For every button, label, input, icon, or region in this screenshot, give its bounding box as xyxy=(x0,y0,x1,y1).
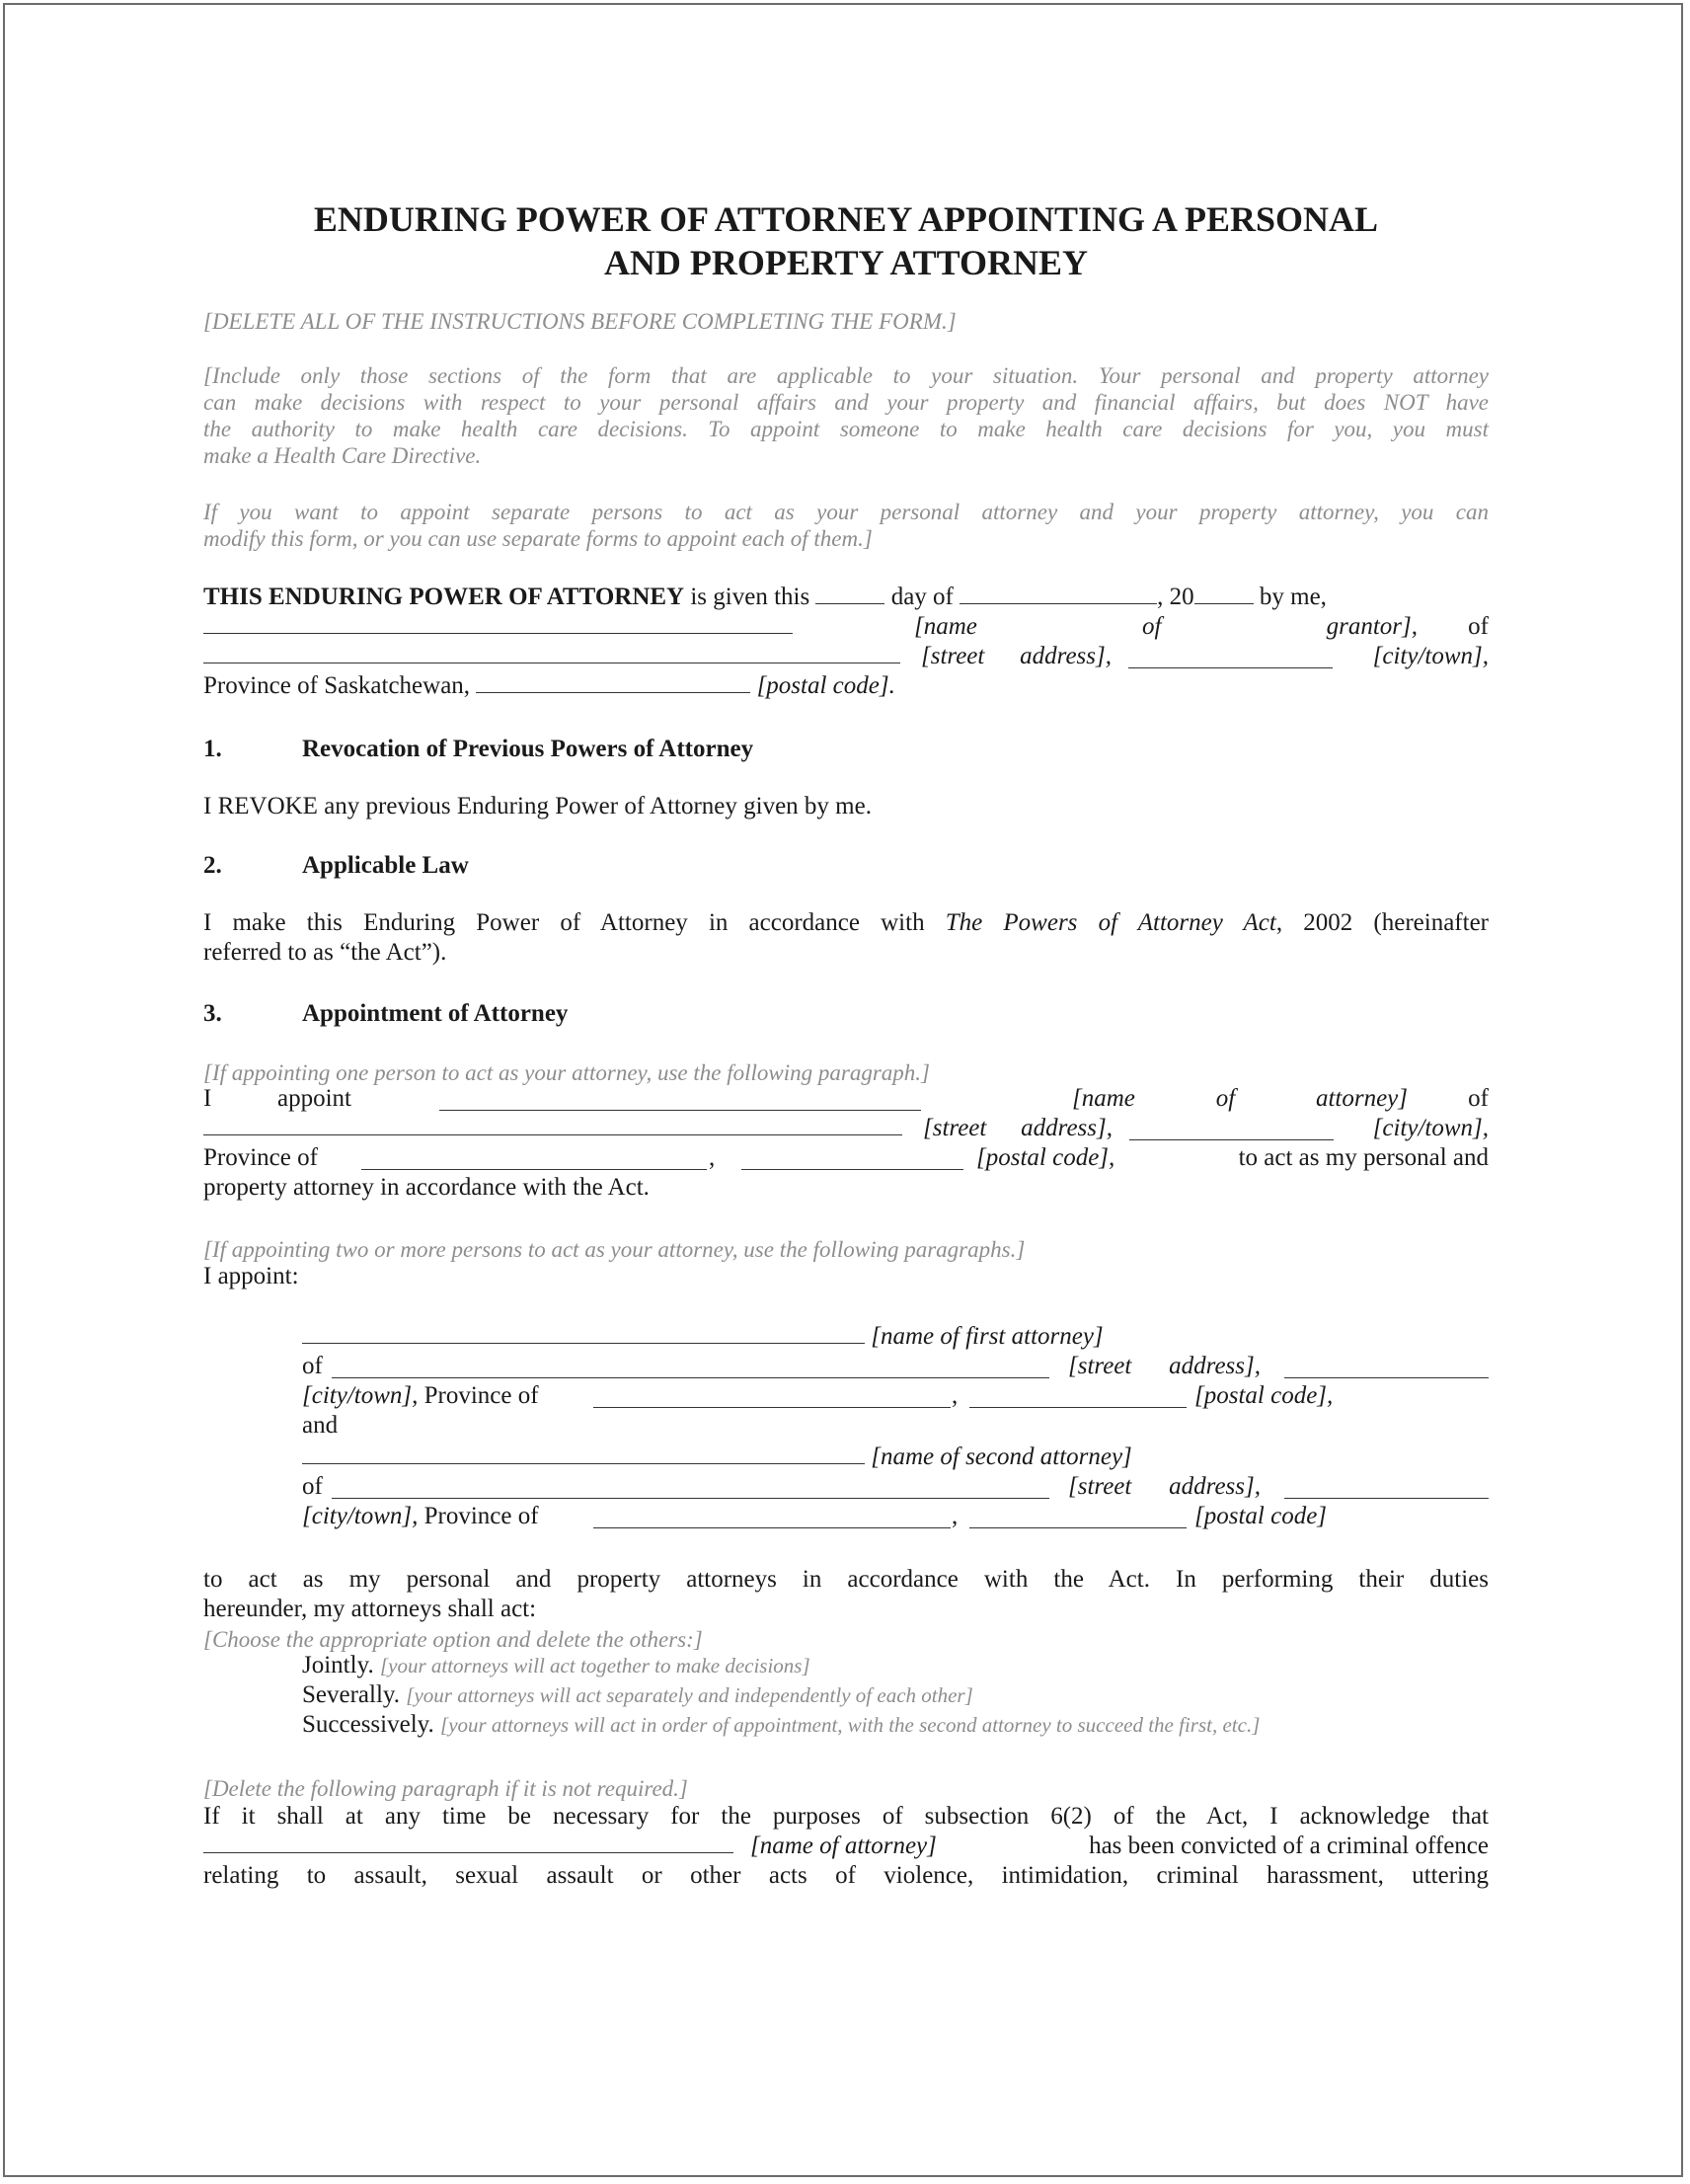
appoint-one-line-4: property attorney in accordance with the Act. xyxy=(203,1174,650,1201)
attorney-city-blank[interactable] xyxy=(1129,1119,1334,1140)
intro-line-4: Province of Saskatchewan, [postal code]. xyxy=(203,672,895,699)
first-attorney-city-line: [city/town], Province of , [postal code], xyxy=(302,1382,1334,1409)
second-attorney-postal-blank[interactable] xyxy=(969,1507,1187,1528)
instruction-delete-all: [DELETE ALL OF THE INSTRUCTIONS BEFORE COMPLETING THE FORM.] xyxy=(203,309,957,334)
option-successively: Successively. [your attorneys will act in order of appointment, with the second attorney to succeed the first, etc.] xyxy=(302,1711,1261,1738)
duties-line-1: to act as my personal and property attorneys in accordance with the Act. In performing their duties xyxy=(203,1566,1489,1593)
grantor-postal-blank[interactable] xyxy=(476,671,750,693)
first-attorney-street-blank[interactable] xyxy=(332,1357,1049,1378)
grantor-name-blank[interactable] xyxy=(203,612,793,634)
intro-line-3: [street address], [city/town], xyxy=(203,642,1489,671)
section-2-text-line-1: I make this Enduring Power of Attorney in accordance with The Powers of Attorney Act, 2002 (hereinafter xyxy=(203,909,1489,936)
option-jointly: Jointly. [your attorneys will act together to make decisions] xyxy=(302,1652,810,1678)
first-attorney-name-line: [name of first attorney] xyxy=(302,1322,1489,1352)
attorney-street-blank[interactable] xyxy=(203,1114,902,1135)
first-attorney-street-line: of [street address], xyxy=(302,1352,1489,1381)
section-2-text-line-2: referred to as “the Act”). xyxy=(203,939,447,966)
duties-line-2: hereunder, my attorneys shall act: xyxy=(203,1596,537,1622)
second-attorney-street-line: of [street address], xyxy=(302,1472,1489,1502)
year-blank[interactable] xyxy=(1194,583,1254,604)
choose-option-instruction: [Choose the appropriate option and delete the others:] xyxy=(203,1627,703,1652)
appoint-two-intro: I appoint: xyxy=(203,1263,299,1289)
attorney-name-blank[interactable] xyxy=(439,1089,921,1111)
appoint-two-instruction: [If appointing two or more persons to act as your attorney, use the following paragraphs.] xyxy=(203,1237,1026,1262)
document-title-line-1: ENDURING POWER OF ATTORNEY APPOINTING A PERSONAL xyxy=(313,199,1379,239)
section-2-heading: 2. Applicable Law xyxy=(203,852,469,879)
document-title-line-2: AND PROPERTY ATTORNEY xyxy=(603,243,1089,282)
second-attorney-city-blank[interactable] xyxy=(1284,1477,1489,1499)
criminal-line-2: [name of attorney] has been convicted of a criminal offence xyxy=(203,1832,1489,1861)
and-connector: and xyxy=(302,1412,339,1439)
intro-line-2: [name of grantor], of xyxy=(203,612,1489,642)
section-1-heading: 1. Revocation of Previous Powers of Attorney xyxy=(203,736,754,762)
appoint-one-line-1: I appoint [name of attorney] of xyxy=(203,1085,1489,1112)
second-attorney-province-blank[interactable] xyxy=(593,1507,951,1528)
month-blank[interactable] xyxy=(960,583,1157,604)
attorney-province-blank[interactable] xyxy=(361,1148,707,1170)
instruction-separate-line-2: modify this form, or you can use separate forms to appoint each of them.] xyxy=(203,526,873,551)
attorney-postal-blank[interactable] xyxy=(741,1148,963,1170)
instruction-separate-line-1: If you want to appoint separate persons to act as your personal attorney and your property attorney, you can xyxy=(203,500,1489,524)
instruction-include-line-3: the authority to make health care decisions. To appoint someone to make health care decisions for you, you must xyxy=(203,417,1489,441)
instruction-include-line-4: make a Health Care Directive. xyxy=(203,443,482,468)
instruction-include-line-2: can make decisions with respect to your personal affairs and your property and financial affairs, but does NOT have xyxy=(203,390,1489,415)
delete-paragraph-instruction: [Delete the following paragraph if it is not required.] xyxy=(203,1776,688,1801)
second-attorney-city-line: [city/town], Province of , [postal code] xyxy=(302,1503,1328,1529)
criminal-attorney-name-blank[interactable] xyxy=(203,1832,733,1853)
first-attorney-postal-blank[interactable] xyxy=(969,1386,1187,1408)
criminal-line-1: If it shall at any time be necessary for the purposes of subsection 6(2) of the Act, I acknowledge that xyxy=(203,1803,1489,1830)
appoint-one-instruction: [If appointing one person to act as your attorney, use the following paragraph.] xyxy=(203,1060,930,1085)
appoint-one-line-2: [street address], [city/town], xyxy=(203,1114,1489,1143)
intro-bold-lead: THIS ENDURING POWER OF ATTORNEY xyxy=(203,584,685,610)
second-attorney-name-line: [name of second attorney] xyxy=(302,1443,1489,1472)
second-attorney-street-blank[interactable] xyxy=(332,1477,1049,1499)
first-attorney-city-blank[interactable] xyxy=(1284,1357,1489,1378)
grantor-street-blank[interactable] xyxy=(203,642,900,663)
grantor-city-blank[interactable] xyxy=(1128,647,1333,668)
first-attorney-name-blank[interactable] xyxy=(302,1322,865,1344)
second-attorney-name-blank[interactable] xyxy=(302,1443,865,1464)
day-blank[interactable] xyxy=(815,583,884,604)
option-severally: Severally. [your attorneys will act separately and independently of each other] xyxy=(302,1681,973,1708)
section-3-heading: 3. Appointment of Attorney xyxy=(203,1000,569,1027)
appoint-one-line-3: Province of , [postal code], to act as my personal and xyxy=(203,1144,1489,1171)
instruction-include-line-1: [Include only those sections of the form that are applicable to your situation. Your personal and property attorney xyxy=(203,363,1489,388)
first-attorney-province-blank[interactable] xyxy=(593,1386,951,1408)
intro-line-1: THIS ENDURING POWER OF ATTORNEY is given this day of , 20 by me, xyxy=(203,584,1327,610)
section-1-text: I REVOKE any previous Enduring Power of Attorney given by me. xyxy=(203,793,872,819)
criminal-line-3: relating to assault, sexual assault or other acts of violence, intimidation, criminal harassment, uttering xyxy=(203,1862,1489,1889)
